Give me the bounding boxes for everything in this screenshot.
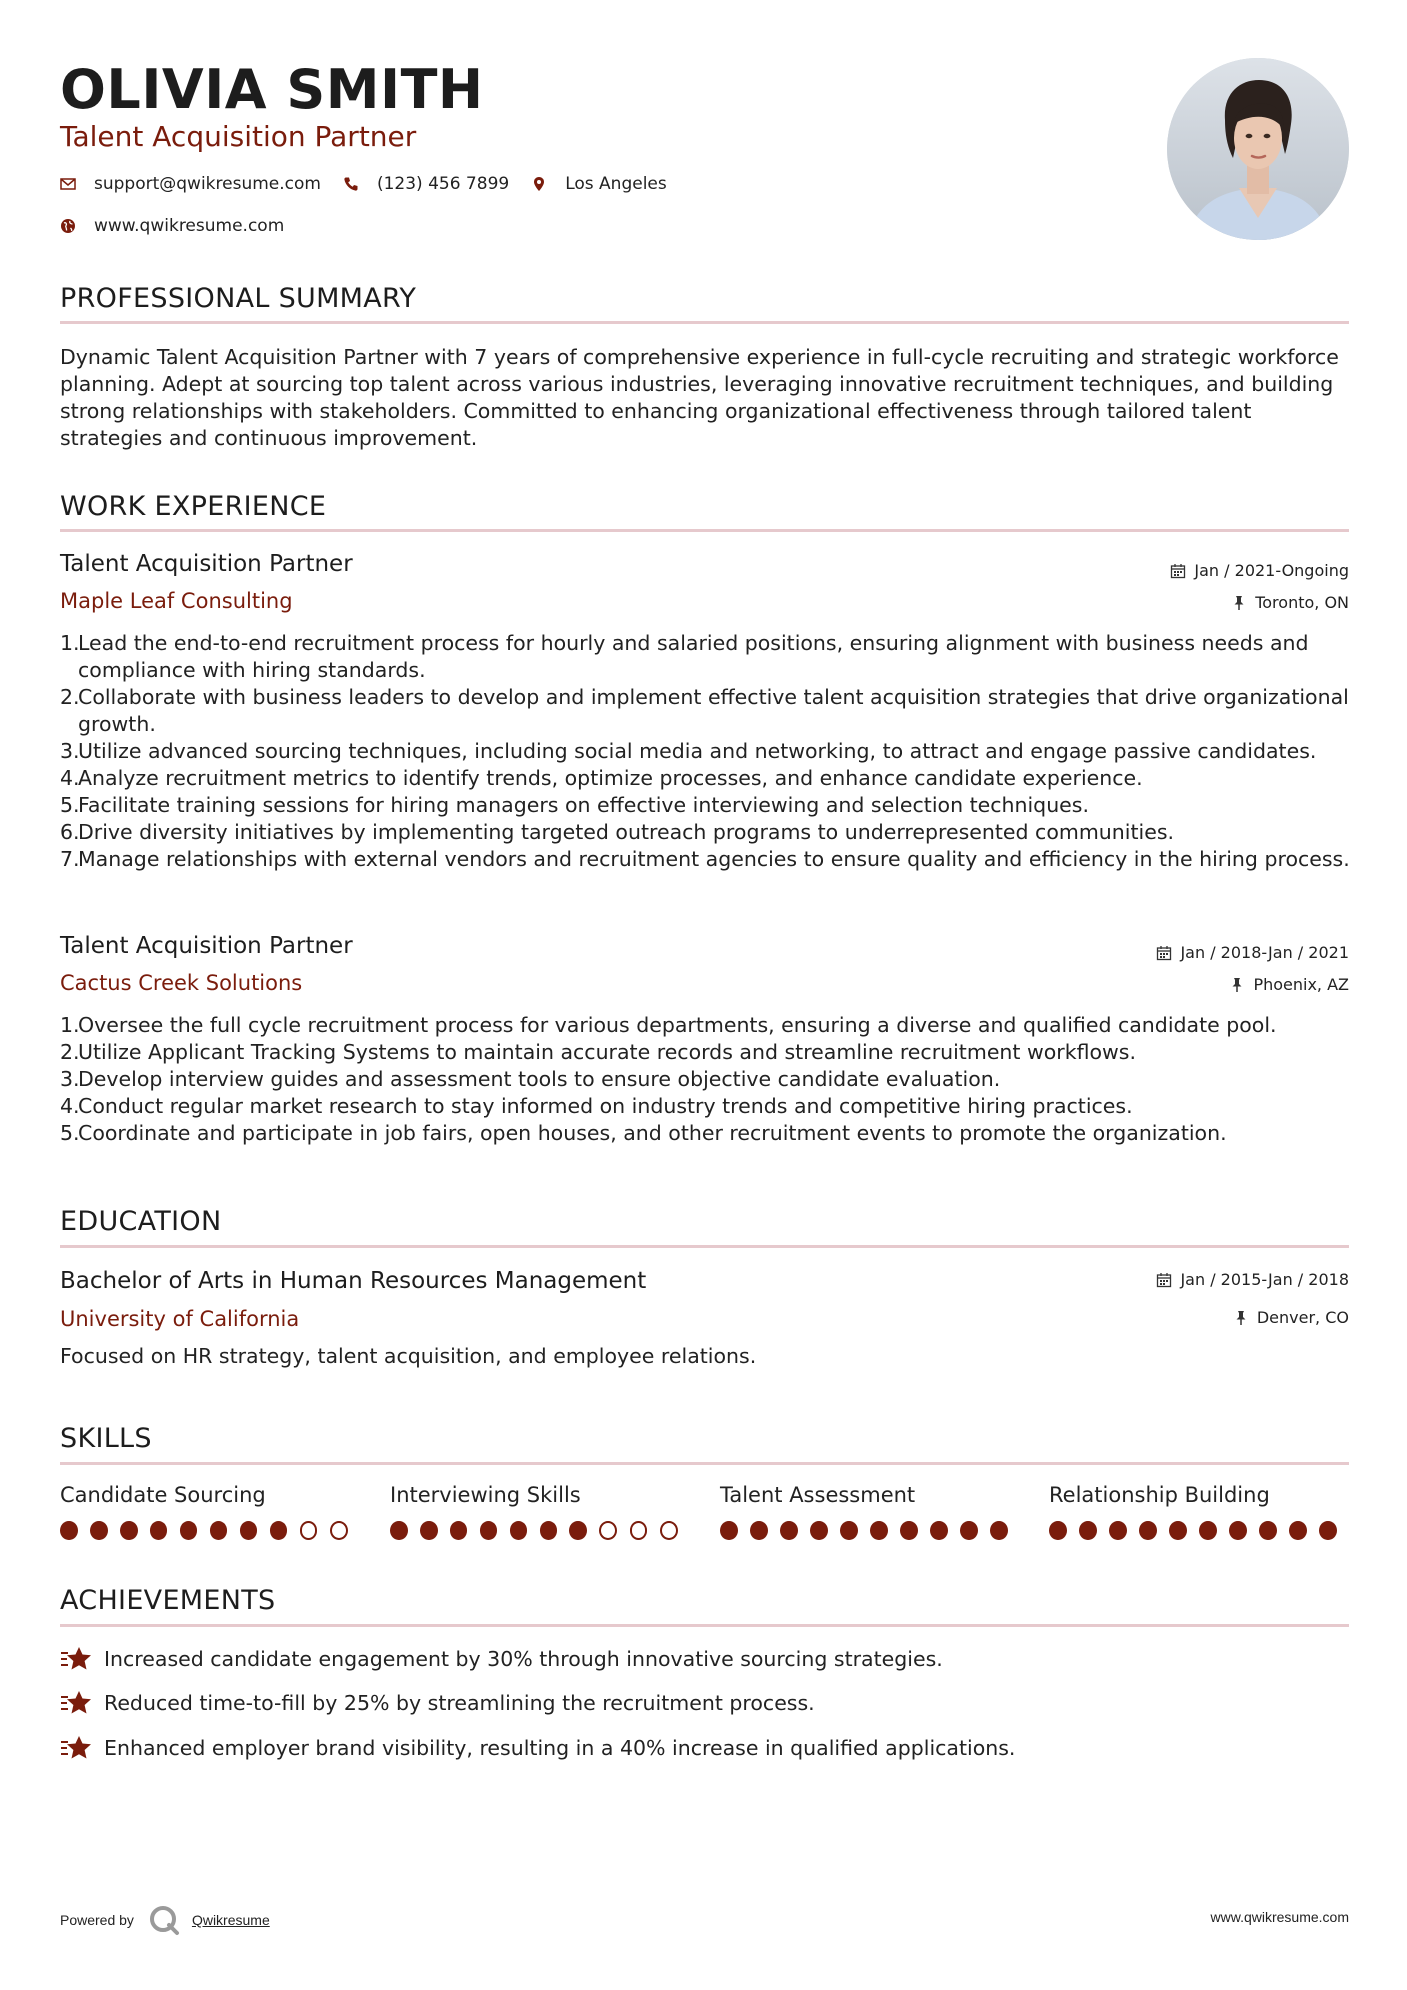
- rating-dot-filled: [270, 1521, 288, 1540]
- rating-dot-filled: [569, 1521, 587, 1540]
- bullet-item: [60, 684, 1350, 738]
- calendar-icon: [1156, 945, 1172, 961]
- bullet-text: Analyze recruitment metrics to identify trends, optimize processes, and enhance candidate experience.: [78, 766, 1143, 790]
- job-dates: [1170, 561, 1349, 580]
- rating-dot-filled: [1109, 1521, 1127, 1540]
- job-bullets: [60, 1012, 1350, 1147]
- bullet-number: 7.: [60, 847, 80, 871]
- skill-rating: [390, 1521, 690, 1540]
- skill-name: Candidate Sourcing: [60, 1483, 266, 1507]
- skill-name: Relationship Building: [1049, 1483, 1270, 1507]
- bullet-number: 5.: [60, 793, 80, 817]
- section-divider: [60, 321, 1349, 324]
- bullet-text: Coordinate and participate in job fairs, open houses, and other recruitment events to promote the organization.: [78, 1121, 1227, 1145]
- bullet-item: [60, 738, 1350, 765]
- rating-dot-empty: [599, 1521, 617, 1540]
- qwikresume-link[interactable]: Qwikresume: [191, 1912, 270, 1928]
- phone-text: (123) 456 7899: [376, 174, 510, 194]
- bullet-text: Drive diversity initiatives by implementing targeted outreach programs to underrepresented communities.: [78, 820, 1175, 844]
- rating-dot-filled: [150, 1521, 168, 1540]
- bullet-item: [60, 819, 1350, 846]
- skill-name: Interviewing Skills: [390, 1483, 581, 1507]
- rating-dot-filled: [780, 1521, 798, 1540]
- skill-name: Talent Assessment: [720, 1483, 916, 1507]
- rating-dot-empty: [300, 1521, 318, 1540]
- bullet-item: [60, 1093, 1350, 1120]
- bullet-text: Oversee the full cycle recruitment process for various departments, ensuring a diverse and qualified candidate pool.: [78, 1013, 1277, 1037]
- bullet-text: Utilize advanced sourcing techniques, including social media and networking, to attract and engage passive candidates.: [78, 739, 1317, 763]
- achievements-heading: ACHIEVEMENTS: [60, 1585, 276, 1616]
- website-text: www.qwikresume.com: [94, 216, 285, 236]
- achievement-text: Reduced time-to-fill by 25% by streamlining the recruitment process.: [104, 1691, 815, 1715]
- skill-rating: [720, 1521, 1020, 1540]
- job-dates: [1156, 943, 1349, 962]
- job-location-text: Phoenix, AZ: [1253, 975, 1349, 994]
- job-location-text: Toronto, ON: [1255, 593, 1349, 612]
- rating-dot-filled: [450, 1521, 468, 1540]
- rating-dot-filled: [240, 1521, 258, 1540]
- job-title: Talent Acquisition Partner: [60, 551, 353, 577]
- bullet-item: [60, 1012, 1350, 1039]
- pushpin-icon: [1229, 977, 1245, 993]
- bullet-number: 3.: [60, 1067, 80, 1091]
- star-award-icon: [60, 1690, 92, 1716]
- star-award-icon: [60, 1735, 92, 1761]
- school-name: University of California: [60, 1307, 300, 1331]
- phone-icon: [343, 176, 359, 192]
- bullet-item: [60, 792, 1350, 819]
- bullet-number: 4.: [60, 766, 80, 790]
- bullet-item: [60, 630, 1350, 684]
- skill-item: [390, 1483, 690, 1540]
- rating-dot-filled: [840, 1521, 858, 1540]
- section-divider: [60, 1462, 1349, 1465]
- globe-icon: [60, 218, 76, 234]
- rating-dot-filled: [210, 1521, 228, 1540]
- section-divider: [60, 1245, 1349, 1248]
- rating-dot-filled: [1199, 1521, 1217, 1540]
- pushpin-icon: [1231, 595, 1247, 611]
- location-text: Los Angeles: [565, 174, 667, 194]
- bullet-item: [60, 1039, 1350, 1066]
- education-location: [1233, 1308, 1349, 1327]
- bullet-text: Lead the end-to-end recruitment process for hourly and salaried positions, ensuring alignment with business needs and compliance with hiring standards.: [78, 631, 1309, 682]
- contact-row-website: [60, 216, 306, 236]
- rating-dot-filled: [810, 1521, 828, 1540]
- rating-dot-empty: [660, 1521, 678, 1540]
- section-divider: [60, 1624, 1349, 1627]
- education-description: Focused on HR strategy, talent acquisition, and employee relations.: [60, 1344, 757, 1368]
- education-location-text: Denver, CO: [1256, 1308, 1349, 1327]
- achievement-item: [60, 1646, 943, 1672]
- rating-dot-filled: [540, 1521, 558, 1540]
- map-pin-icon: [531, 176, 547, 192]
- bullet-text: Facilitate training sessions for hiring managers on effective interviewing and selection techniques.: [78, 793, 1089, 817]
- achievement-item: [60, 1690, 815, 1716]
- job-location: [1231, 593, 1349, 612]
- star-award-icon: [60, 1646, 92, 1672]
- rating-dot-filled: [990, 1521, 1008, 1540]
- profile-photo: [1167, 58, 1349, 240]
- bullet-number: 5.: [60, 1121, 80, 1145]
- contact-location: [531, 174, 667, 194]
- job-company: Cactus Creek Solutions: [60, 971, 303, 995]
- bullet-text: Develop interview guides and assessment tools to ensure objective candidate evaluation.: [78, 1067, 1001, 1091]
- degree-title: Bachelor of Arts in Human Resources Management: [60, 1268, 647, 1294]
- rating-dot-filled: [900, 1521, 918, 1540]
- rating-dot-filled: [1139, 1521, 1157, 1540]
- rating-dot-filled: [1289, 1521, 1307, 1540]
- calendar-icon: [1156, 1272, 1172, 1288]
- education-heading: EDUCATION: [60, 1206, 222, 1237]
- contact-email[interactable]: [60, 174, 321, 194]
- job-title: Talent Acquisition Partner: [60, 933, 353, 959]
- skill-rating: [60, 1521, 360, 1540]
- bullet-text: Collaborate with business leaders to develop and implement effective talent acquisition strategies that drive organizational growth.: [78, 685, 1349, 736]
- rating-dot-filled: [750, 1521, 768, 1540]
- education-dates-text: Jan / 2015-Jan / 2018: [1180, 1270, 1349, 1289]
- bullet-number: 4.: [60, 1094, 80, 1118]
- candidate-name: OLIVIA SMITH: [60, 58, 484, 121]
- rating-dot-filled: [1049, 1521, 1067, 1540]
- bullet-item: [60, 765, 1350, 792]
- rating-dot-filled: [1169, 1521, 1187, 1540]
- skills-heading: SKILLS: [60, 1423, 152, 1454]
- pushpin-icon: [1233, 1310, 1249, 1326]
- bullet-number: 3.: [60, 739, 80, 763]
- rating-dot-filled: [1319, 1521, 1337, 1540]
- rating-dot-filled: [420, 1521, 438, 1540]
- summary-heading: PROFESSIONAL SUMMARY: [60, 283, 417, 314]
- experience-heading: WORK EXPERIENCE: [60, 491, 327, 522]
- section-divider: [60, 529, 1349, 532]
- footer-url[interactable]: www.qwikresume.com: [1210, 1909, 1349, 1925]
- rating-dot-empty: [630, 1521, 648, 1540]
- rating-dot-filled: [120, 1521, 138, 1540]
- rating-dot-filled: [960, 1521, 978, 1540]
- job-bullets: [60, 630, 1350, 873]
- powered-by-label: Powered by: [60, 1912, 134, 1928]
- rating-dot-filled: [1079, 1521, 1097, 1540]
- bullet-text: Utilize Applicant Tracking Systems to maintain accurate records and streamline recruitment workflows.: [78, 1040, 1137, 1064]
- envelope-icon: [60, 176, 76, 192]
- summary-text: Dynamic Talent Acquisition Partner with 7 years of comprehensive experience in full-cycle recruiting and strategic workforce planning. Adept at sourcing top talent across various industries, leveraging innovative recruitment techniques, and building strong relationships with stakeholders. Committed to enhancing organizational effectiveness through tailored talent strategies and continuous improvement.: [60, 345, 1339, 450]
- bullet-item: [60, 1120, 1350, 1147]
- contact-website[interactable]: [60, 216, 284, 236]
- footer-powered-by: [60, 1904, 270, 1936]
- skill-item: [1049, 1483, 1349, 1540]
- achievement-text: Enhanced employer brand visibility, resulting in a 40% increase in qualified applications.: [104, 1736, 1016, 1760]
- skill-item: [720, 1483, 1020, 1540]
- skill-rating: [1049, 1521, 1349, 1540]
- bullet-text: Manage relationships with external vendors and recruitment agencies to ensure quality and efficiency in the hiring process.: [78, 847, 1350, 871]
- job-dates-text: Jan / 2018-Jan / 2021: [1180, 943, 1349, 962]
- achievement-item: [60, 1735, 1015, 1761]
- rating-dot-filled: [480, 1521, 498, 1540]
- rating-dot-filled: [720, 1521, 738, 1540]
- rating-dot-filled: [390, 1521, 408, 1540]
- rating-dot-filled: [1259, 1521, 1277, 1540]
- contact-phone[interactable]: [343, 174, 509, 194]
- rating-dot-filled: [510, 1521, 528, 1540]
- rating-dot-filled: [60, 1521, 78, 1540]
- achievement-text: Increased candidate engagement by 30% through innovative sourcing strategies.: [104, 1647, 943, 1671]
- candidate-title: Talent Acquisition Partner: [60, 120, 417, 153]
- education-dates: [1156, 1270, 1349, 1289]
- calendar-icon: [1170, 563, 1186, 579]
- email-text: support@qwikresume.com: [94, 174, 321, 194]
- bullet-number: 1.: [60, 1013, 80, 1037]
- contact-row: [60, 174, 689, 194]
- qwikresume-logo-icon: [148, 1904, 180, 1936]
- skill-item: [60, 1483, 360, 1540]
- bullet-number: 1.: [60, 631, 80, 655]
- rating-dot-filled: [870, 1521, 888, 1540]
- rating-dot-filled: [180, 1521, 198, 1540]
- rating-dot-filled: [90, 1521, 108, 1540]
- job-company: Maple Leaf Consulting: [60, 589, 293, 613]
- bullet-number: 2.: [60, 685, 80, 709]
- job-location: [1229, 975, 1349, 994]
- bullet-item: [60, 846, 1350, 873]
- bullet-number: 2.: [60, 1040, 80, 1064]
- bullet-number: 6.: [60, 820, 80, 844]
- rating-dot-filled: [930, 1521, 948, 1540]
- job-dates-text: Jan / 2021-Ongoing: [1194, 561, 1349, 580]
- rating-dot-filled: [1229, 1521, 1247, 1540]
- bullet-text: Conduct regular market research to stay informed on industry trends and competitive hiring practices.: [78, 1094, 1133, 1118]
- rating-dot-empty: [330, 1521, 348, 1540]
- bullet-item: [60, 1066, 1350, 1093]
